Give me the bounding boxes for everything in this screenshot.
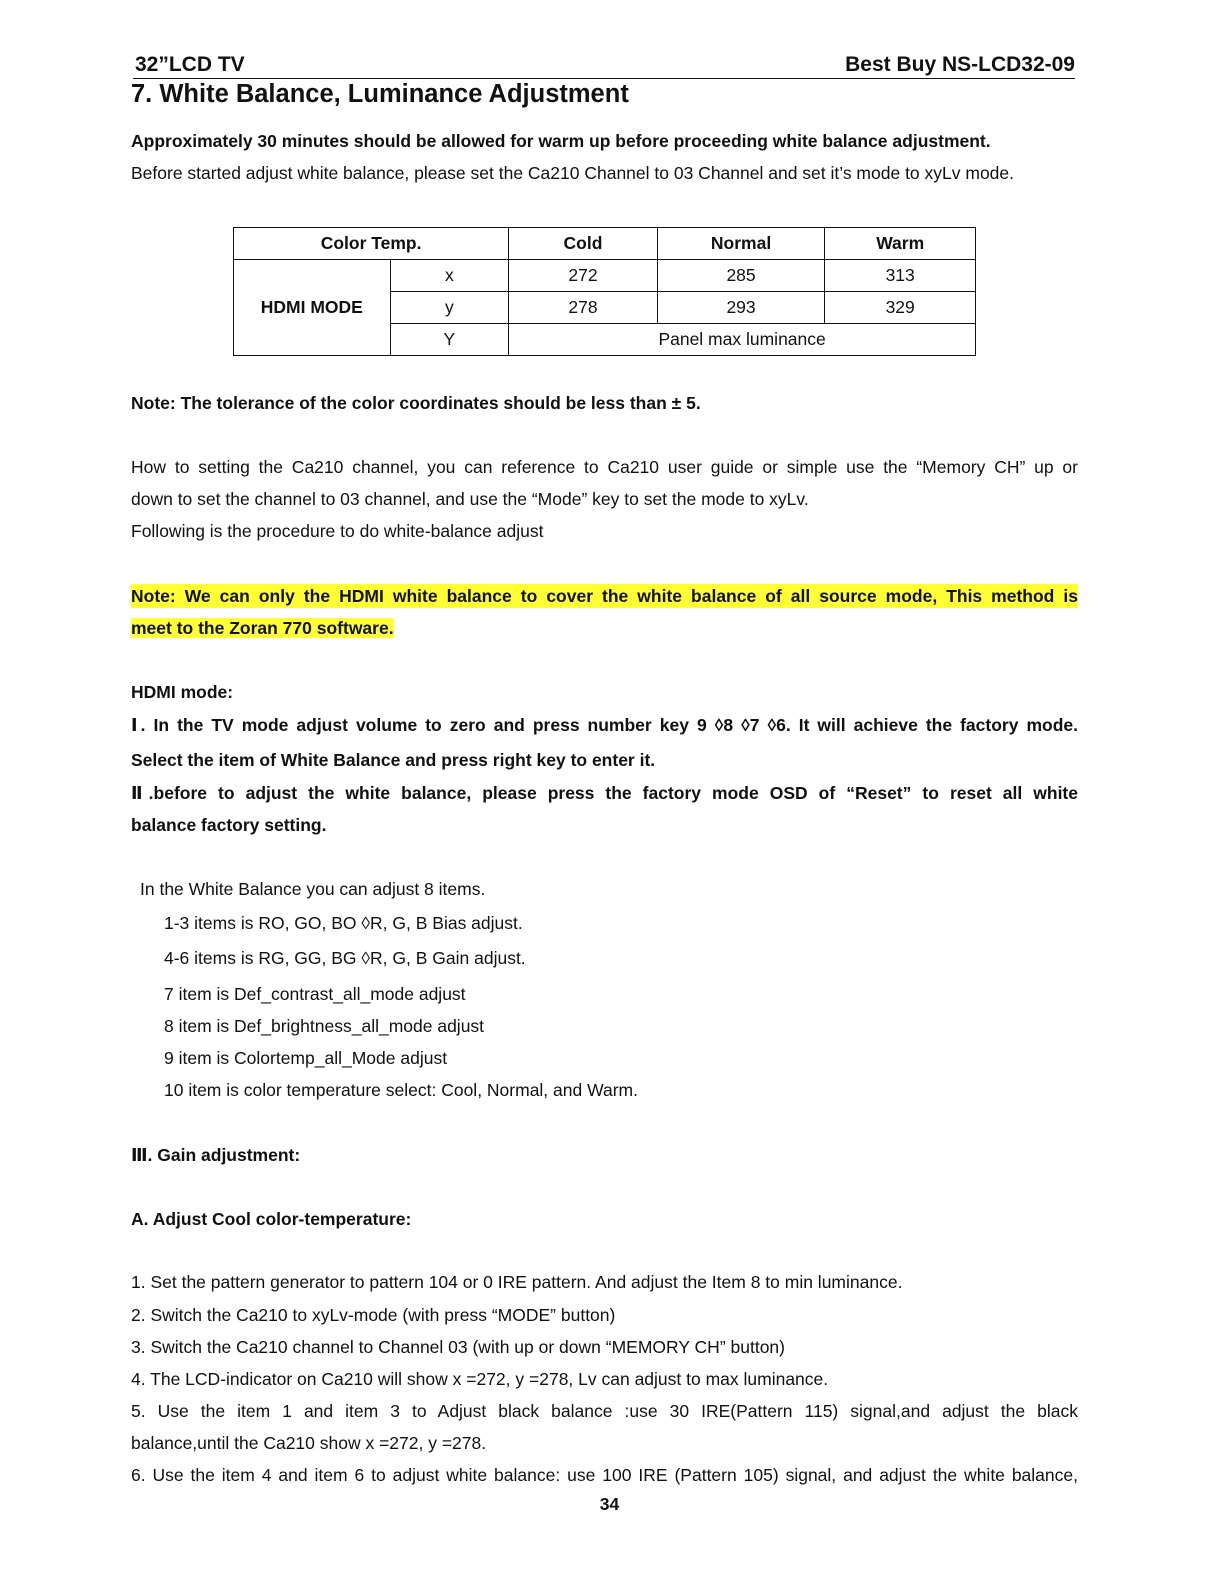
list-item: 1-3 items is RO, GO, BO ◊R, G, B Bias adjust. (164, 913, 523, 933)
table-header-row (234, 228, 976, 260)
table-cell-cold: 272 (509, 260, 658, 292)
header-model: 32”LCD TV (135, 53, 245, 76)
procedure-step-1: 1. Set the pattern generator to pattern 104 or 0 IRE pattern. And adjust the Item 8 to min luminance. (131, 1272, 903, 1292)
section-title: 7. White Balance, Luminance Adjustment (131, 80, 629, 108)
page-header (133, 52, 1075, 79)
list-item: 9 item is Colortemp_all_Mode adjust (164, 1048, 448, 1068)
table-cell-normal: 285 (657, 260, 825, 292)
hdmi-step-1-line-1: Ⅰ. In the TV mode adjust volume to zero and press number key 9 ◊8 ◊7 ◊6. It will achieve the factory mode. (131, 715, 1078, 735)
procedure-step-3: 3. Switch the Ca210 channel to Channel 03 (with up or down “MEMORY CH” button) (131, 1337, 785, 1357)
list-item: 8 item is Def_brightness_all_mode adjust (164, 1016, 485, 1036)
table-row (234, 260, 976, 292)
procedure-step-2: 2. Switch the Ca210 to xyLv-mode (with press “MODE” button) (131, 1305, 616, 1325)
procedure-step-4: 4. The LCD-indicator on Ca210 will show x =272, y =278, Lv can adjust to max luminance. (131, 1369, 829, 1389)
table-header-cold: Cold (509, 228, 658, 260)
hdmi-note-line-2-text: meet to the Zoran 770 software. (131, 618, 394, 638)
table-cell-key: y (390, 292, 509, 324)
channel-instruction: Before started adjust white balance, please set the Ca210 Channel to 03 Channel and set it’s mode to xyLv mode. (131, 163, 1015, 183)
table-cell-warm: 313 (825, 260, 976, 292)
howto-line-2: down to set the channel to 03 channel, and use the “Mode” key to set the mode to xyLv. (131, 489, 809, 509)
hdmi-step-2-line-2: balance factory setting. (131, 815, 327, 835)
table-cell-warm: 329 (825, 292, 976, 324)
procedure-step-5-line-1: 5. Use the item 1 and item 3 to Adjust black balance :use 30 IRE(Pattern 115) signal,and adjust the black (131, 1401, 1078, 1421)
color-temp-table (233, 227, 976, 356)
list-item: 10 item is color temperature select: Cool, Normal, and Warm. (164, 1080, 638, 1100)
table-cell-cold: 278 (509, 292, 658, 324)
list-item: 4-6 items is RG, GG, BG ◊R, G, B Gain adjust. (164, 948, 526, 968)
table-cell-luminance: Panel max luminance (509, 324, 976, 356)
howto-line-3: Following is the procedure to do white-balance adjust (131, 521, 544, 541)
hdmi-note-line-1: Note: We can only the HDMI white balance to cover the white balance of all source mode, This method is (131, 586, 1078, 606)
table-cell-key: Y (390, 324, 509, 356)
hdmi-mode-label: HDMI MODE (234, 260, 391, 356)
warmup-note: Approximately 30 minutes should be allowed for warm up before proceeding white balance adjustment. (131, 131, 991, 151)
hdmi-step-1-line-2: Select the item of White Balance and press right key to enter it. (131, 750, 656, 770)
table-cell-normal: 293 (657, 292, 825, 324)
header-product: Best Buy NS-LCD32-09 (845, 53, 1075, 76)
hdmi-step-2-line-1: Ⅱ.before to adjust the white balance, please press the factory mode OSD of “Reset” to reset all white (131, 783, 1078, 803)
table-header-warm: Warm (825, 228, 976, 260)
items-intro: In the White Balance you can adjust 8 items. (140, 879, 486, 899)
page-number: 34 (599, 1494, 620, 1514)
cool-heading: A. Adjust Cool color-temperature: (131, 1209, 412, 1229)
table-header-normal: Normal (657, 228, 825, 260)
tolerance-note: Note: The tolerance of the color coordinates should be less than ± 5. (131, 393, 701, 413)
gain-heading: Ⅲ. Gain adjustment: (131, 1145, 301, 1165)
hdmi-note-line-2 (131, 616, 394, 640)
list-item: 7 item is Def_contrast_all_mode adjust (164, 984, 466, 1004)
table-cell-key: x (390, 260, 509, 292)
hdmi-mode-heading: HDMI mode: (131, 682, 234, 702)
table-header-color-temp: Color Temp. (234, 228, 509, 260)
procedure-step-5-line-2: balance,until the Ca210 show x =272, y =278. (131, 1433, 487, 1453)
procedure-step-6: 6. Use the item 4 and item 6 to adjust white balance: use 100 IRE (Pattern 105) signal, and adjust the white balance, (131, 1465, 1078, 1485)
howto-line-1: How to setting the Ca210 channel, you can reference to Ca210 user guide or simple use the “Memory CH” up or (131, 457, 1078, 477)
